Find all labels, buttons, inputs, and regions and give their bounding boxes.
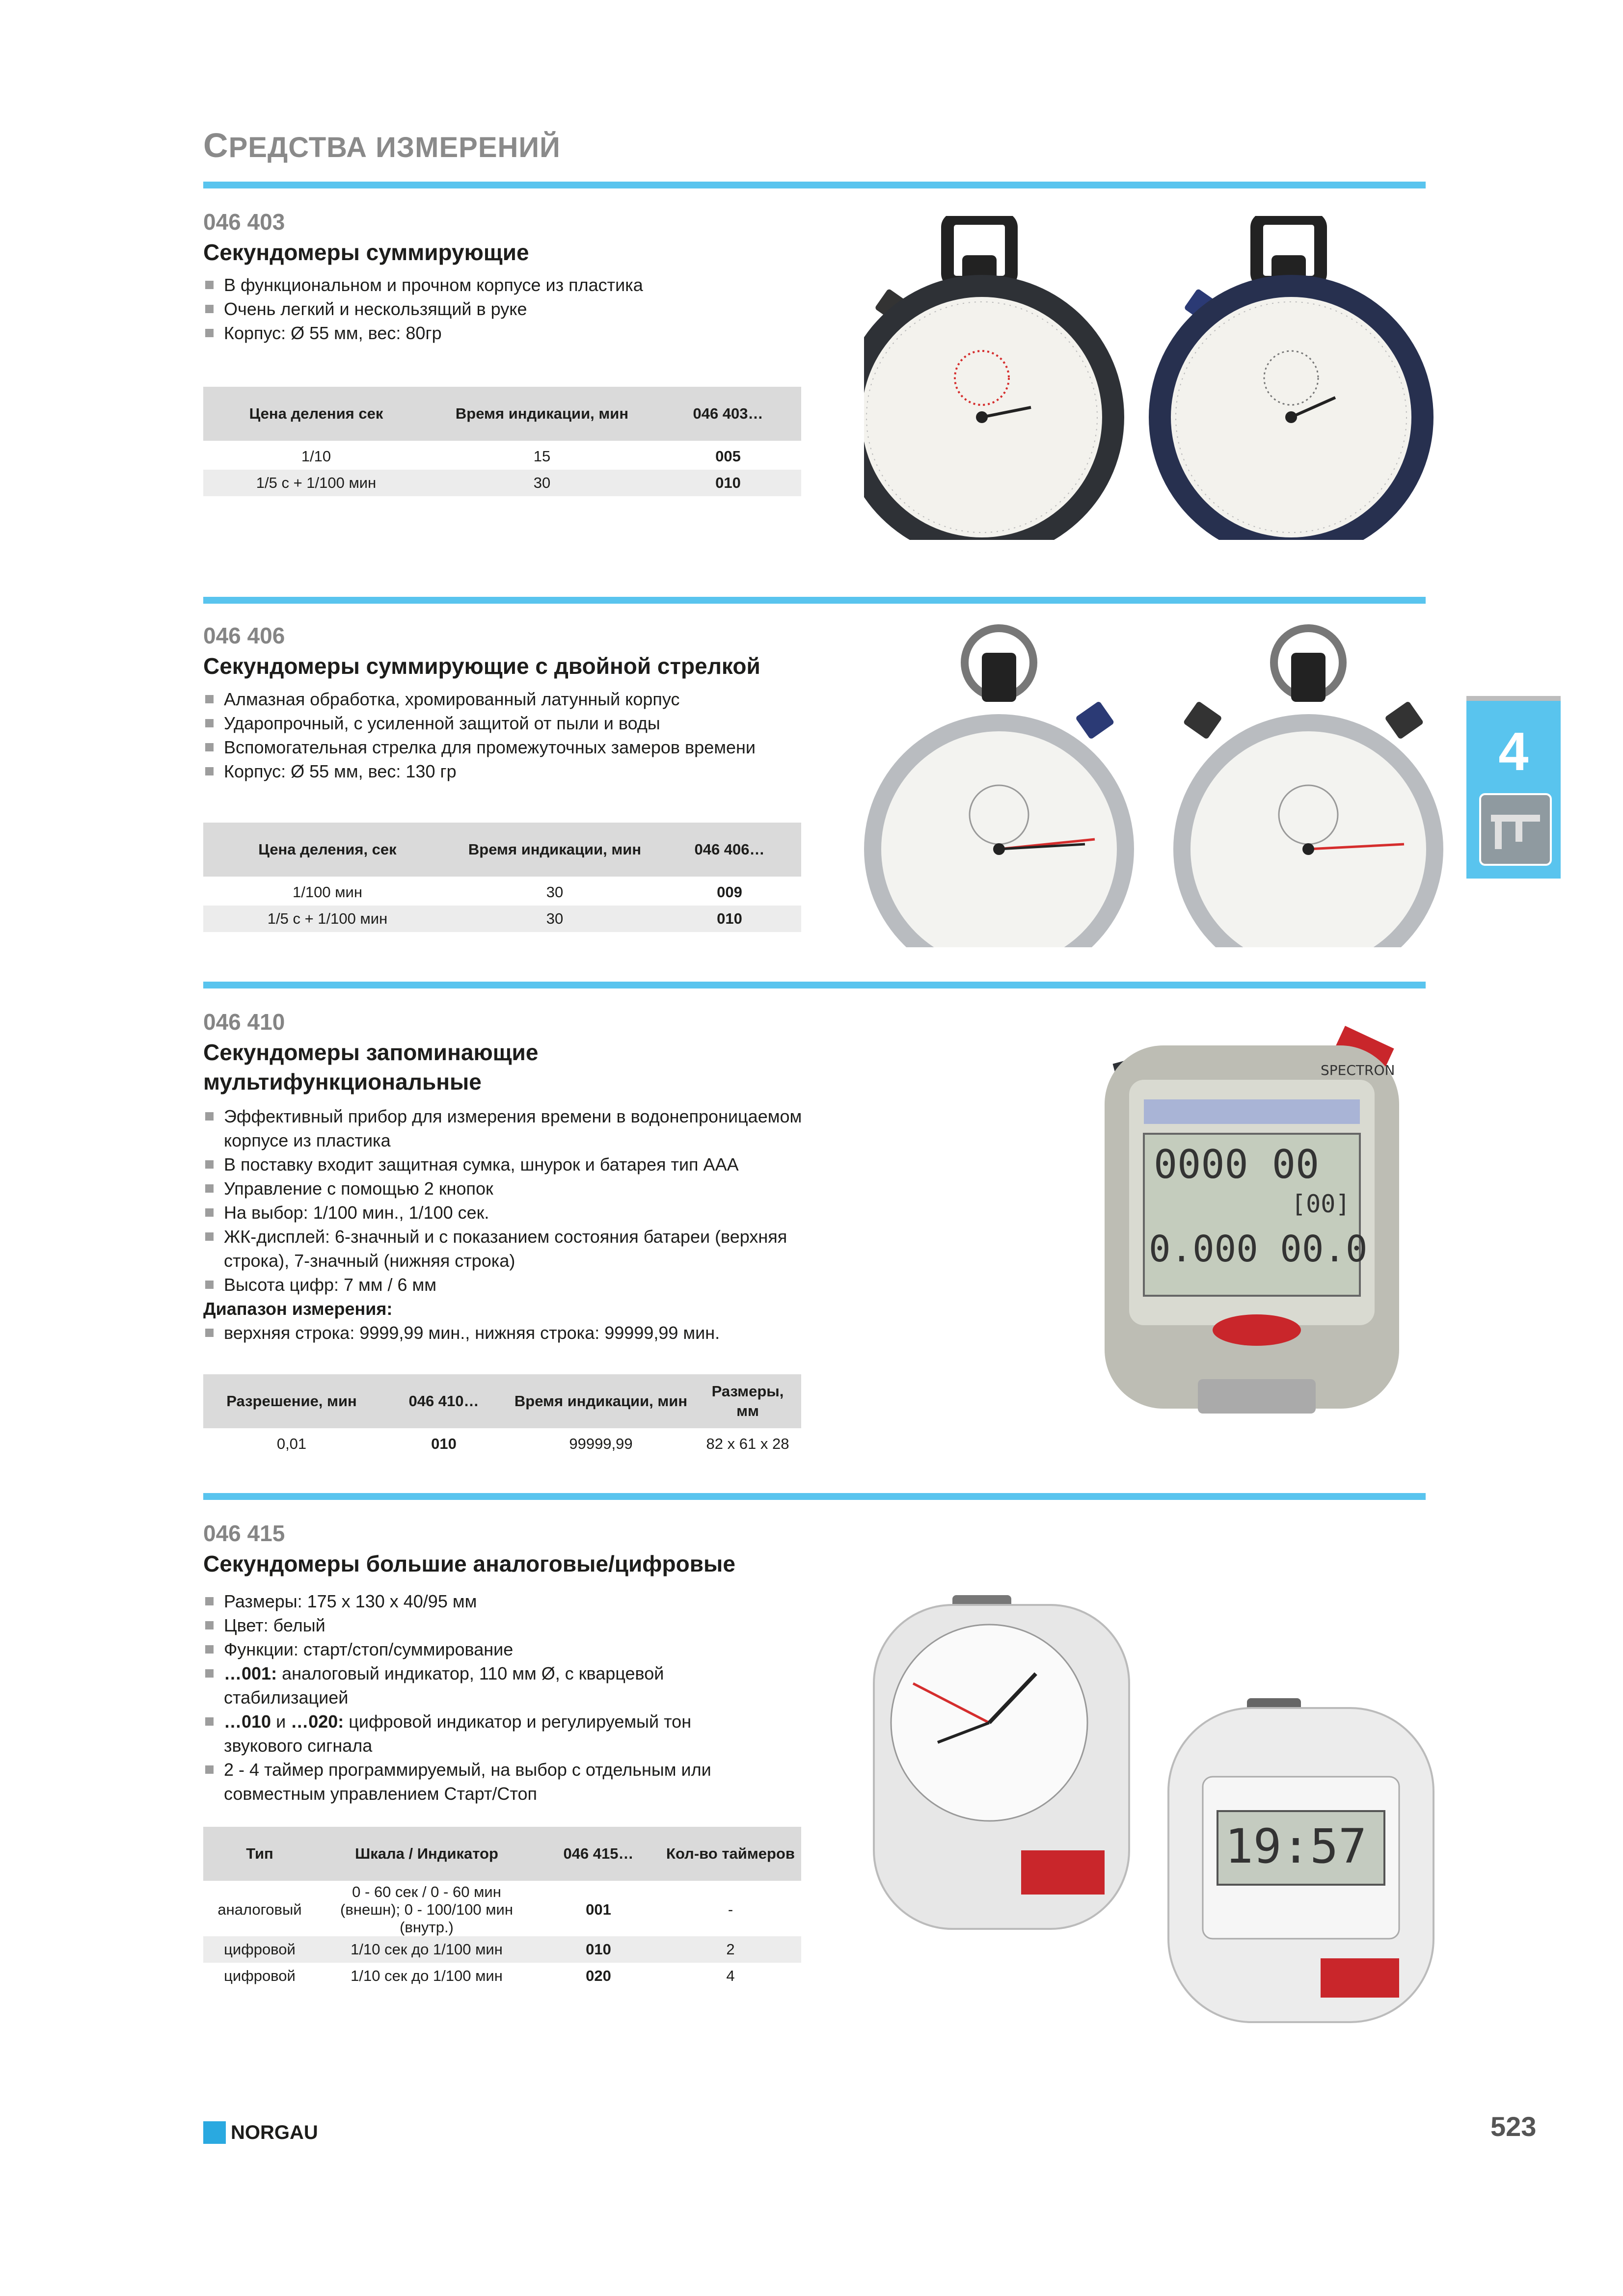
feature-item: Корпус: Ø 55 мм, вес: 80гр [203,321,817,345]
product-title: Секундомеры запоминающие мультифункциональные [203,1040,539,1095]
section-divider [203,182,1426,188]
section-divider [203,982,1426,988]
svg-text:0.000 00.0: 0.000 00.0 [1149,1228,1368,1270]
stopwatch-image [1173,628,1443,947]
digital-timer-image [1168,1698,1434,2022]
table-row: цифровой 1/10 сек до 1/100 мин 010 2 [203,1936,801,1963]
product-title: Секундомеры суммирующие [203,240,529,265]
table-row: 0,01 010 99999,99 82 x 61 x 28 [276,1435,789,1452]
table-header: Цена деления, сек [203,823,452,878]
table-header: Размеры, мм [694,1374,801,1429]
feature-item: 2 - 4 таймер программируемый, на выбор с отдельным или совместным управлением Старт/Стоп [203,1758,768,1806]
table-header: 046 415… [537,1827,660,1882]
stopwatch-image [864,628,1134,947]
table-header: Разрешение, мин [203,1374,380,1429]
table-row: 1/5 с + 1/100 мин 30 010 [203,906,801,932]
page-number: 523 [1490,2111,1537,2142]
svg-text:[00]: [00] [1291,1190,1351,1218]
feature-item: Вспомогательная стрелка для промежуточных замеров времени [203,735,841,759]
product-photo-stopwatches [864,623,1453,947]
feature-item: В функциональном и прочном корпусе из пластика [203,273,817,297]
brand-name: NORGAU [231,2122,318,2143]
caliper-icon [1479,793,1552,866]
table-header: Цена деления сек [203,387,429,442]
table-header: 046 410… [380,1374,508,1429]
product-title: Секундомеры суммирующие с двойной стрелкой [203,653,760,679]
table-header: Кол-во таймеров [660,1827,801,1882]
feature-item: На выбор: 1/100 мин., 1/100 сек. [203,1201,817,1225]
feature-item: Алмазная обработка, хромированный латунный корпус [203,687,841,711]
chapter-tab [1466,696,1561,879]
feature-list [203,1104,817,1297]
svg-text:0000 00: 0000 00 [1154,1142,1320,1187]
feature-item: Эффективный прибор для измерения времени в водонепроницаемом корпусе из пластика [203,1104,817,1152]
analog-timer-image [874,1595,1129,1929]
table-row: 1/5 с + 1/100 мин 30 010 [203,470,801,496]
brand-logo-mark [203,2121,226,2144]
spec-table [203,823,801,932]
feature-item: Корпус: Ø 55 мм, вес: 130 гр [203,759,841,783]
table-header: Шкала / Индикатор [316,1827,537,1882]
feature-item: Функции: старт/стоп/суммирование [203,1637,768,1661]
chapter-number: 4 [1498,721,1529,782]
spec-table [203,1827,801,1989]
table-header: Время индикации, мин [429,387,655,442]
table-header: Время индикации, мин [508,1374,694,1429]
product-photo-stopwatches [864,216,1453,540]
feature-item: Управление с помощью 2 кнопок [203,1176,817,1201]
table-row: 1/10 15 005 [301,447,741,465]
product-photo-large-timers [864,1595,1443,2037]
stopwatch-image [1149,218,1434,540]
product-code: 046 406 [203,623,285,648]
feature-list [203,1589,768,1806]
product-photo-digital-stopwatch [1100,1026,1414,1438]
range-label: Диапазон измерения: [203,1299,393,1319]
section-divider [203,1493,1426,1500]
page-heading: СРЕДСТВА ИЗМЕРЕНИЙ [203,126,561,164]
feature-item: ЖК-дисплей: 6-значный и с показанием состояния батареи (верхняя строка), 7-значный (нижняя строка) [203,1225,817,1273]
feature-list [203,273,817,345]
product-code: 046 415 [203,1521,285,1546]
feature-item: …001: аналоговый индикатор, 110 мм Ø, с кварцевой стабилизацией [203,1661,768,1709]
product-code: 046 410 [203,1009,285,1035]
table-header: 046 403… [655,387,801,442]
feature-item: В поставку входит защитная сумка, шнурок и батарея тип AAA [203,1152,817,1176]
table-header: Время индикации, мин [452,823,658,878]
feature-item: Размеры: 175 х 130 х 40/95 мм [203,1589,768,1613]
table-row: аналоговый 0 - 60 сек / 0 - 60 мин (внешн); 0 - 100/100 мин (внутр.) 001 - [217,1883,733,1936]
feature-item: Ударопрочный, с усиленной защитой от пыли и воды [203,711,841,735]
table-header: 046 406… [658,823,801,878]
stopwatch-image [864,218,1124,540]
table-row: цифровой 1/10 сек до 1/100 мин 020 4 [224,1967,735,1984]
spec-table [203,387,801,496]
spec-table [203,1374,801,1457]
feature-item: верхняя строка: 9999,99 мин., нижняя строка: 99999,99 мин. [203,1321,817,1345]
feature-list [203,1321,817,1345]
product-code: 046 403 [203,209,285,235]
product-title: Секундомеры большие аналоговые/цифровые [203,1551,735,1576]
feature-item: Цвет: белый [203,1613,768,1637]
svg-text:19:57: 19:57 [1225,1819,1367,1874]
svg-text:SPECTRON: SPECTRON [1321,1062,1395,1078]
feature-list [203,687,841,783]
feature-item: Очень легкий и нескользящий в руке [203,297,817,321]
table-header: Тип [203,1827,316,1882]
section-divider [203,597,1426,604]
feature-item: …010 и …020: цифровой индикатор и регулируемый тон звукового сигнала [203,1709,768,1758]
feature-item: Высота цифр: 7 мм / 6 мм [203,1273,817,1297]
table-row: 1/100 мин 30 009 [293,883,742,901]
